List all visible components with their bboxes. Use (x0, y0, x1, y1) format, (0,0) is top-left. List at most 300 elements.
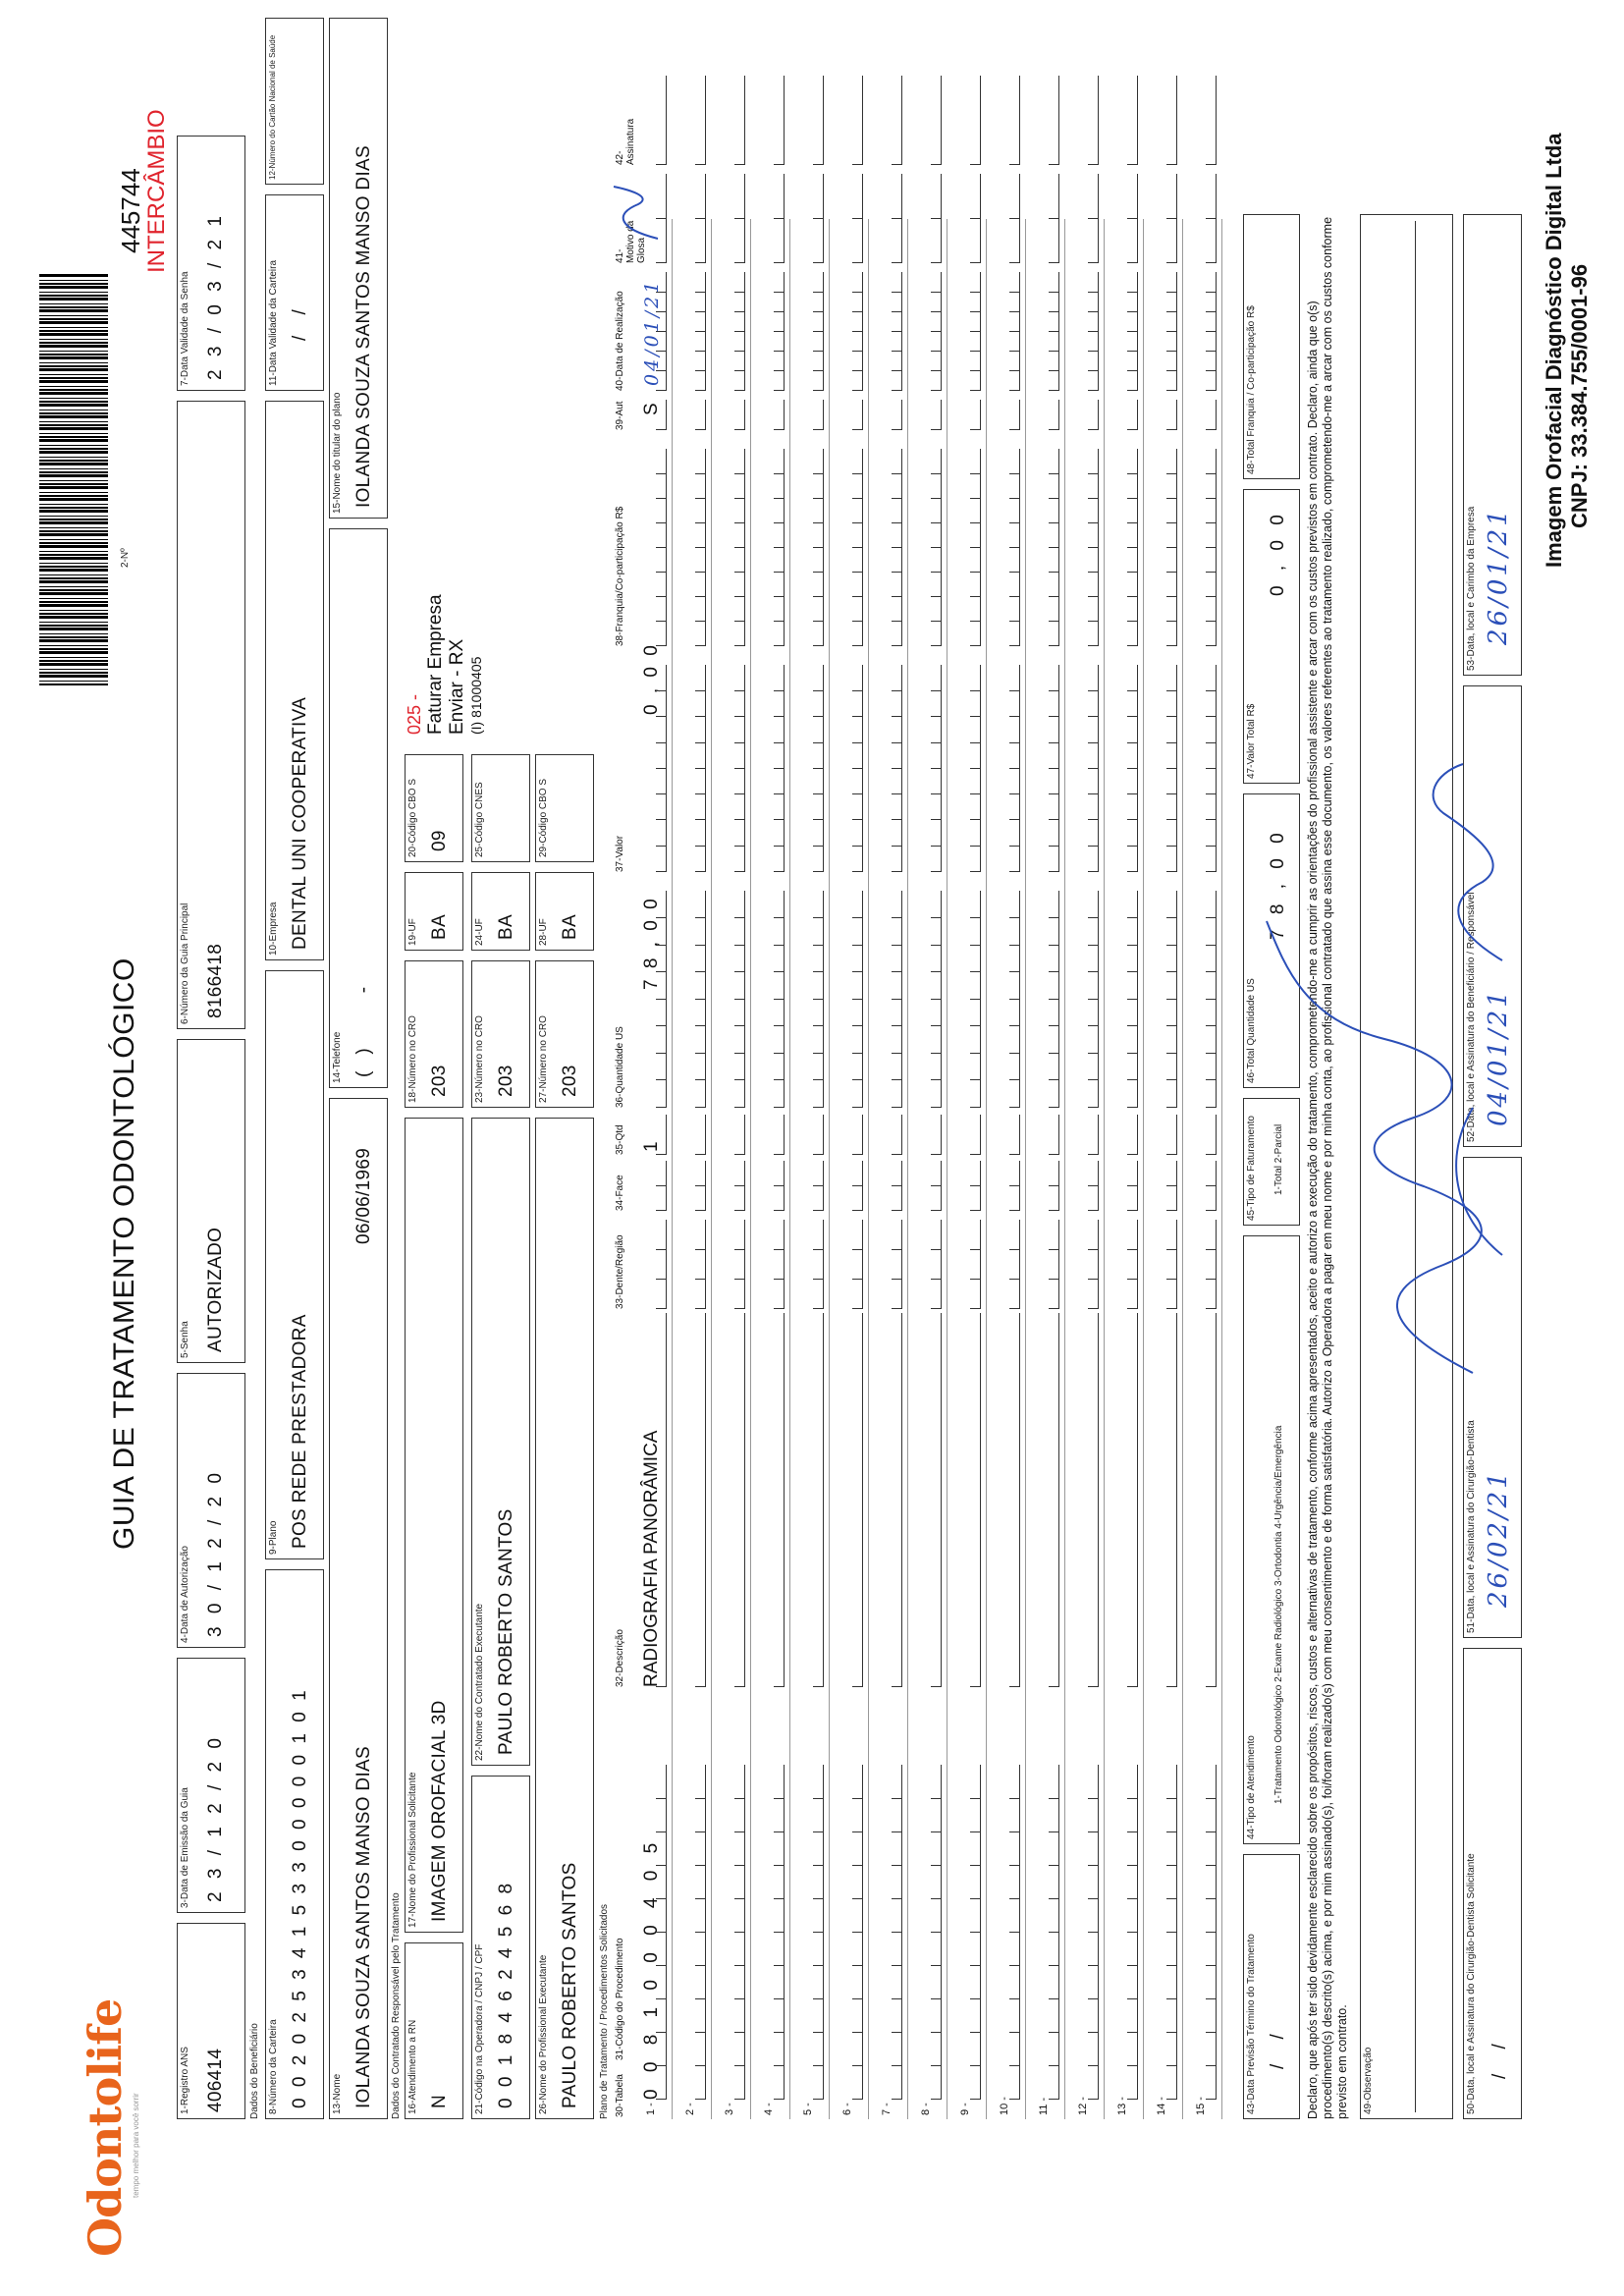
slot-divider (813, 331, 824, 352)
slot-divider (813, 1080, 824, 1109)
cro-executante-box[interactable] (471, 960, 530, 1108)
slot-divider (656, 351, 667, 371)
slot-divider (931, 547, 942, 573)
slot-divider (656, 717, 667, 743)
slot-divider (1206, 793, 1217, 820)
slot-divider (892, 793, 902, 820)
senha-box[interactable] (177, 1039, 245, 1363)
valor-total-value: 0 , 0 0 (1268, 510, 1288, 596)
slot-divider (1127, 1115, 1138, 1155)
slot-divider (931, 1765, 942, 1799)
slot-divider (1206, 400, 1217, 430)
slot-divider (656, 1798, 667, 1832)
slot-divider (1049, 76, 1059, 165)
table-row[interactable] (908, 219, 947, 2119)
valor-total-box[interactable] (1243, 489, 1300, 784)
slot-divider (892, 1026, 902, 1055)
slot-divider (1166, 473, 1177, 499)
slot-divider (1049, 1831, 1059, 1866)
slot-divider (970, 820, 981, 847)
numero-carteira-value: 0 0 2 0 2 5 3 4 1 5 3 3 0 0 0 0 0 1 0 1 (290, 1687, 310, 2108)
slot-divider (931, 717, 942, 743)
slot-divider (1206, 1798, 1217, 1832)
slot-divider (970, 1053, 981, 1081)
slot-divider (970, 400, 981, 430)
slot-divider (695, 498, 706, 523)
slot-divider (892, 311, 902, 332)
data-emissao-box[interactable] (177, 1658, 245, 1913)
slot-divider (1127, 690, 1138, 717)
slot-divider (813, 1965, 824, 1999)
slot-divider (892, 498, 902, 523)
slot-divider (774, 498, 785, 523)
table-row[interactable] (869, 219, 908, 2119)
signature-solicitante-box[interactable] (1463, 1648, 1522, 2119)
slot-divider (852, 972, 863, 1001)
slot-divider (734, 473, 745, 499)
slot-divider (1206, 370, 1217, 391)
slot-divider (931, 522, 942, 548)
slot-divider (892, 1161, 902, 1186)
slot-divider (1009, 1765, 1020, 1799)
slot-divider (892, 1279, 902, 1309)
slot-divider (852, 76, 863, 165)
slot-divider (970, 918, 981, 947)
slot-divider (1009, 522, 1020, 548)
slot-divider (774, 1279, 785, 1309)
contratado-executante-box[interactable] (471, 1118, 530, 1766)
procedure-description: RADIOGRAFIA PANORÂMICA (641, 1430, 662, 1687)
slot-divider (852, 945, 863, 973)
slot-divider (892, 351, 902, 371)
slot-divider (892, 1220, 902, 1250)
col-qtd: 35-Qtd (615, 1124, 625, 1155)
table-row[interactable] (987, 219, 1026, 2119)
total-franquia-box[interactable] (1243, 214, 1300, 479)
slot-divider (1049, 690, 1059, 717)
slot-divider (656, 1115, 667, 1155)
slot-divider (1206, 1765, 1217, 1799)
slot-divider (1049, 1313, 1059, 1687)
slot-divider (852, 846, 863, 872)
slot-divider (1127, 945, 1138, 973)
cro-executante-value: 203 (496, 1065, 516, 1097)
slot-divider (931, 292, 942, 312)
telefone-box[interactable] (329, 528, 388, 1088)
row-number: 1 - (645, 2103, 657, 2115)
slot-divider (1088, 1185, 1099, 1211)
slot-divider (1009, 1831, 1020, 1866)
slot-divider (931, 1279, 942, 1309)
previsao-termino-box[interactable] (1243, 1854, 1300, 2119)
slot-divider (852, 717, 863, 743)
quantity-cell: 1 (641, 1138, 662, 1152)
slot-divider (813, 1865, 824, 1899)
cbo-solicitante-box[interactable] (405, 754, 463, 862)
slot-divider (970, 621, 981, 646)
slot-divider (1088, 331, 1099, 352)
cnes-box[interactable] (471, 754, 530, 862)
slot-divider (734, 665, 745, 691)
slot-divider (813, 2032, 824, 2066)
slot-divider (734, 449, 745, 474)
slot-divider (892, 1998, 902, 2033)
slot-divider (1206, 1932, 1217, 1966)
table-row[interactable] (947, 219, 987, 2119)
row-number: 9 - (959, 2103, 971, 2115)
table-row[interactable] (790, 219, 830, 2119)
validade-senha-label: 7-Data Validade da Senha (180, 271, 190, 386)
slot-divider (813, 1831, 824, 1866)
slot-divider (734, 1220, 745, 1250)
slot-divider (970, 272, 981, 293)
table-row[interactable] (830, 219, 869, 2119)
uf-solicitante-box[interactable] (405, 872, 463, 951)
slot-divider (774, 999, 785, 1027)
slot-divider (813, 690, 824, 717)
plano-label: 9-Plano (268, 1520, 279, 1555)
titular-box[interactable] (329, 18, 388, 519)
slot-divider (852, 1765, 863, 1799)
table-row[interactable] (1105, 219, 1144, 2119)
slot-divider (1009, 311, 1020, 332)
slot-divider (1088, 1898, 1099, 1933)
uf-executante-value: BA (496, 914, 516, 940)
slot-divider (656, 1053, 667, 1081)
table-row[interactable] (633, 219, 673, 2119)
slot-divider (1088, 218, 1099, 263)
slot-divider (970, 717, 981, 743)
slot-divider (1127, 918, 1138, 947)
profissional-solicitante-box[interactable] (405, 1118, 463, 1933)
slot-divider (1166, 972, 1177, 1001)
slot-divider (734, 331, 745, 352)
signature-beneficiario-date: 04/01/21 (1484, 988, 1513, 1126)
slot-divider (1127, 572, 1138, 597)
numero-carteira-box[interactable] (265, 1569, 324, 2119)
slot-divider (1166, 793, 1177, 820)
registro-ans-box[interactable] (177, 1923, 245, 2119)
slot-divider (1088, 370, 1099, 391)
slot-divider (970, 891, 981, 919)
slot-divider (734, 174, 745, 219)
signature-executante-label: 51-Data, local e Assinatura do Cirurgião-Dentista (1466, 1420, 1477, 1633)
previsao-termino-label: 43-Data Previsão Término do Tratamento (1246, 1934, 1257, 2114)
slot-divider (1088, 2065, 1099, 2100)
table-row[interactable] (673, 219, 712, 2119)
slot-divider (774, 717, 785, 743)
slot-divider (734, 76, 745, 165)
slot-divider (695, 174, 706, 219)
slot-divider (1009, 918, 1020, 947)
slot-divider (1009, 473, 1020, 499)
slot-divider (813, 596, 824, 622)
cnes-label: 25-Código CNES (474, 782, 485, 857)
slot-divider (1127, 768, 1138, 794)
slot-divider (695, 1279, 706, 1309)
validade-senha-box[interactable] (177, 136, 245, 391)
slot-divider (774, 1932, 785, 1966)
slot-divider (695, 1798, 706, 1832)
uf-prof-executante-box[interactable] (535, 872, 594, 951)
table-row[interactable] (1065, 219, 1105, 2119)
slot-divider (774, 572, 785, 597)
cro-prof-executante-box[interactable] (535, 960, 594, 1108)
empresa-box[interactable] (265, 401, 324, 960)
slot-divider (970, 351, 981, 371)
slot-divider (734, 1932, 745, 1966)
slot-divider (1088, 742, 1099, 769)
slot-divider (1206, 292, 1217, 312)
slot-divider (813, 1998, 824, 2033)
slot-divider (656, 621, 667, 646)
slot-divider (1127, 1313, 1138, 1687)
slot-divider (852, 400, 863, 430)
slot-divider (970, 498, 981, 523)
slot-divider (1166, 522, 1177, 548)
col-glosa: 41- Motivo da Glosa (615, 220, 647, 263)
slot-divider (1049, 351, 1059, 371)
slot-divider (970, 945, 981, 973)
slot-divider (970, 2065, 981, 2100)
slot-divider (1127, 351, 1138, 371)
slot-divider (734, 1249, 745, 1280)
slot-divider (656, 400, 667, 430)
stamp-line2: CNPJ: 33.384.755/0001-96 (1567, 263, 1592, 528)
slot-divider (695, 292, 706, 312)
slot-divider (852, 449, 863, 474)
slot-divider (774, 918, 785, 947)
slot-divider (1206, 972, 1217, 1001)
slot-divider (734, 690, 745, 717)
slot-divider (1166, 1998, 1177, 2033)
slot-divider (1049, 1220, 1059, 1250)
slot-divider (813, 292, 824, 312)
slot-divider (813, 218, 824, 263)
slot-divider (1088, 473, 1099, 499)
slot-divider (656, 1965, 667, 1999)
slot-divider (656, 768, 667, 794)
col-face: 34-Face (615, 1175, 625, 1211)
slot-divider (1127, 449, 1138, 474)
slot-divider (656, 311, 667, 332)
slot-divider (774, 820, 785, 847)
validade-carteira-box[interactable] (265, 194, 324, 391)
slot-divider (813, 1026, 824, 1055)
guia-number: 445744 (116, 168, 145, 253)
logo-tagline: tempo melhor para você sorrir (132, 2093, 140, 2198)
data-emissao-label: 3-Data de Emissão da Guia (180, 1787, 190, 1908)
signature-empresa-box[interactable] (1463, 214, 1522, 676)
slot-divider (695, 1249, 706, 1280)
slot-divider (813, 1279, 824, 1309)
slot-divider (852, 370, 863, 391)
slot-divider (892, 1898, 902, 1933)
slot-divider (1009, 742, 1020, 769)
slot-divider (892, 665, 902, 691)
slot-divider (813, 742, 824, 769)
slot-divider (1009, 665, 1020, 691)
slot-divider (970, 76, 981, 165)
tipo-faturamento-label: 45-Tipo de Faturamento (1246, 1116, 1257, 1221)
slot-divider (813, 1220, 824, 1250)
nome-label: 13-Nome (332, 2073, 343, 2114)
slot-divider (1049, 1185, 1059, 1211)
slot-divider (1088, 621, 1099, 646)
slot-divider (970, 768, 981, 794)
slot-divider (1206, 918, 1217, 947)
slot-divider (813, 174, 824, 219)
slot-divider (1088, 1865, 1099, 1899)
slot-divider (813, 972, 824, 1001)
slot-divider (813, 918, 824, 947)
profissional-executante-box[interactable] (535, 1118, 594, 2119)
slot-divider (892, 820, 902, 847)
slot-divider (1049, 1765, 1059, 1799)
slot-divider (970, 218, 981, 263)
slot-divider (1009, 351, 1020, 371)
slot-divider (1166, 891, 1177, 919)
empresa-value: DENTAL UNI COOPERATIVA (290, 696, 310, 950)
slot-divider (1009, 1220, 1020, 1250)
slot-divider (970, 690, 981, 717)
slot-divider (1206, 1161, 1217, 1186)
slot-divider (1206, 690, 1217, 717)
slot-divider (931, 449, 942, 474)
slot-divider (1166, 918, 1177, 947)
slot-divider (734, 1026, 745, 1055)
slot-divider (931, 1932, 942, 1966)
slot-divider (1088, 1998, 1099, 2033)
slot-divider (1206, 891, 1217, 919)
slot-divider (813, 621, 824, 646)
table-row[interactable] (1183, 219, 1222, 2119)
slot-divider (931, 1026, 942, 1055)
slot-divider (1206, 1831, 1217, 1866)
slot-divider (1049, 272, 1059, 293)
slot-divider (1088, 717, 1099, 743)
cartao-nacional-box[interactable] (265, 18, 324, 185)
slot-divider (1088, 449, 1099, 474)
slot-divider (774, 547, 785, 573)
slot-divider (774, 449, 785, 474)
slot-divider (734, 768, 745, 794)
slot-divider (1166, 370, 1177, 391)
slot-divider (1127, 1161, 1138, 1186)
slot-divider (734, 218, 745, 263)
slot-divider (892, 1185, 902, 1211)
faturar-line3: (I) 81000405 (468, 656, 484, 735)
atendimento-rn-box[interactable] (405, 1942, 463, 2119)
uf-solicitante-value: BA (429, 914, 450, 940)
guia-principal-box[interactable] (177, 401, 245, 1029)
slot-divider (734, 1898, 745, 1933)
col-descricao: 32-Descrição (615, 1629, 625, 1687)
nome-box[interactable] (329, 1098, 388, 2119)
row-number: 14 - (1156, 2097, 1167, 2115)
slot-divider (1009, 1115, 1020, 1155)
slot-divider (774, 272, 785, 293)
slot-divider (695, 449, 706, 474)
slot-divider (1088, 1080, 1099, 1109)
slot-divider (734, 717, 745, 743)
slot-divider (1127, 1932, 1138, 1966)
slot-divider (695, 331, 706, 352)
slot-divider (892, 522, 902, 548)
table-row[interactable] (751, 219, 790, 2119)
slot-divider (1127, 1765, 1138, 1799)
slot-divider (695, 945, 706, 973)
data-autorizacao-box[interactable] (177, 1373, 245, 1648)
slot-divider (1127, 1865, 1138, 1899)
slot-divider (1206, 1115, 1217, 1155)
codigo-operadora-box[interactable] (471, 1776, 530, 2119)
slot-divider (774, 768, 785, 794)
table-row[interactable] (712, 219, 751, 2119)
slot-divider (813, 522, 824, 548)
slot-divider (813, 572, 824, 597)
slot-divider (1088, 999, 1099, 1027)
slot-divider (931, 1898, 942, 1933)
slot-divider (774, 891, 785, 919)
slot-divider (774, 76, 785, 165)
slot-divider (1127, 2032, 1138, 2066)
slot-divider (656, 1932, 667, 1966)
slot-divider (1206, 218, 1217, 263)
slot-divider (931, 1115, 942, 1155)
cro-prof-executante-value: 203 (560, 1065, 580, 1097)
table-row[interactable] (1026, 219, 1065, 2119)
slot-divider (1206, 2032, 1217, 2066)
slot-divider (1088, 596, 1099, 622)
slot-divider (931, 945, 942, 973)
slot-divider (1166, 1765, 1177, 1799)
slot-divider (1206, 522, 1217, 548)
slot-divider (1009, 1185, 1020, 1211)
slot-divider (813, 400, 824, 430)
cbo-executante-box[interactable] (535, 754, 594, 862)
slot-divider (1127, 742, 1138, 769)
telefone-label: 14-Telefone (332, 1031, 343, 1083)
slot-divider (813, 1932, 824, 1966)
slot-divider (656, 999, 667, 1027)
slot-divider (734, 972, 745, 1001)
slot-divider (970, 1115, 981, 1155)
slot-divider (852, 292, 863, 312)
handwritten-signature (1247, 902, 1532, 1412)
slot-divider (970, 1798, 981, 1832)
slot-divider (1049, 1279, 1059, 1309)
validade-carteira-label: 11-Data Validade da Carteira (268, 259, 279, 386)
uf-executante-box[interactable] (471, 872, 530, 951)
slot-divider (852, 522, 863, 548)
cro-solicitante-box[interactable] (405, 960, 463, 1108)
table-row[interactable] (1144, 219, 1183, 2119)
slot-divider (1009, 1865, 1020, 1899)
row-number: 12 - (1077, 2097, 1089, 2115)
plano-value: POS REDE PRESTADORA (290, 1314, 310, 1549)
slot-divider (734, 793, 745, 820)
slot-divider (1166, 1279, 1177, 1309)
slot-divider (813, 1161, 824, 1186)
slot-divider (774, 218, 785, 263)
signature-empresa-label: 53-Data, local e Carimbo da Empresa (1466, 506, 1477, 671)
slot-divider (1206, 351, 1217, 371)
slot-divider (931, 768, 942, 794)
slot-divider (1206, 473, 1217, 499)
slot-divider (892, 2032, 902, 2066)
plano-box[interactable] (265, 970, 324, 1559)
